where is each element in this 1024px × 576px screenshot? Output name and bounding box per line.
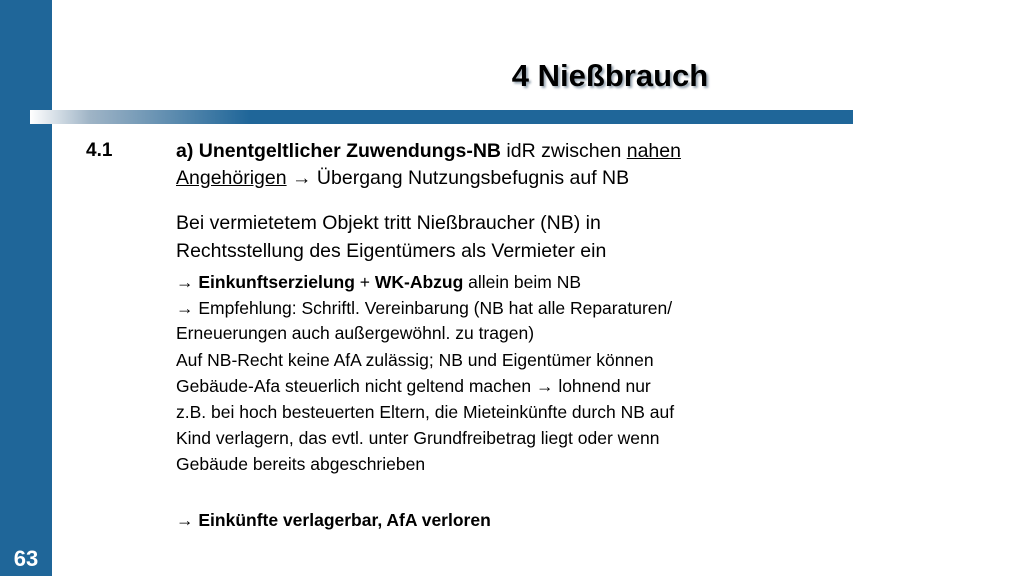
side-bar [0, 0, 52, 576]
bullet2-text-1: Empfehlung: Schriftl. Vereinbarung (NB hat alle Reparaturen/ [193, 298, 673, 318]
heading-underline-angehoerigen: Angehörigen [176, 167, 287, 189]
heading-bold: a) Unentgeltlicher Zuwendungs-NB [176, 140, 502, 162]
section-number: 4.1 [86, 140, 113, 161]
bullet1-bold-2: WK-Abzug [374, 272, 464, 292]
afa-text-2b: lohnend nur [553, 376, 651, 396]
afa-line-4: Kind verlagern, das evtl. unter Grundfreibetrag liegt oder wenn [176, 428, 660, 448]
afa-text-2a: Gebäude-Afa steuerlich nicht geltend machen [176, 376, 536, 396]
heading-text-2: Übergang Nutzungsbefugnis auf NB [311, 167, 630, 189]
heading-text: idR zwischen [501, 140, 627, 162]
para1-line-1: Bei vermietetem Objekt tritt Nießbraucher (NB) in [176, 212, 601, 234]
bullet1-text-2: allein beim NB [463, 272, 582, 292]
heading-line-2 [176, 167, 629, 190]
slide-title: 4 Nießbrauch [511, 58, 709, 93]
title-rule [30, 110, 853, 124]
arrow-icon: → [535, 376, 554, 396]
arrow-icon: → [176, 272, 194, 292]
bullet-empfehlung-line-1 [176, 298, 672, 319]
arrow-icon: → [176, 510, 194, 530]
afa-line-5: Gebäude bereits abgeschrieben [176, 454, 426, 474]
bullet1-bold-1: Einkunftserzielung [193, 272, 355, 292]
conclusion-line [176, 510, 491, 531]
heading-underline-nahen: nahen [626, 140, 681, 162]
heading-line-1 [176, 140, 681, 163]
page-number: 63 [13, 546, 39, 571]
arrow-icon: → [292, 167, 312, 189]
afa-line-2 [176, 376, 651, 397]
para1-line-2: Rechtsstellung des Eigentümers als Vermieter ein [176, 240, 607, 262]
bullet-empfehlung-line-2: Erneuerungen auch außergewöhnl. zu tragen) [176, 323, 535, 343]
conclusion-text: Einkünfte verlagerbar, AfA verloren [193, 510, 491, 530]
afa-line-1: Auf NB-Recht keine AfA zulässig; NB und Eigentümer können [176, 350, 654, 370]
bullet-einkunftserzielung [176, 272, 581, 293]
arrow-icon: → [176, 298, 194, 318]
afa-line-3: z.B. bei hoch besteuerten Eltern, die Mieteinkünfte durch NB auf [176, 402, 675, 422]
bullet1-text-1: + [354, 272, 375, 292]
